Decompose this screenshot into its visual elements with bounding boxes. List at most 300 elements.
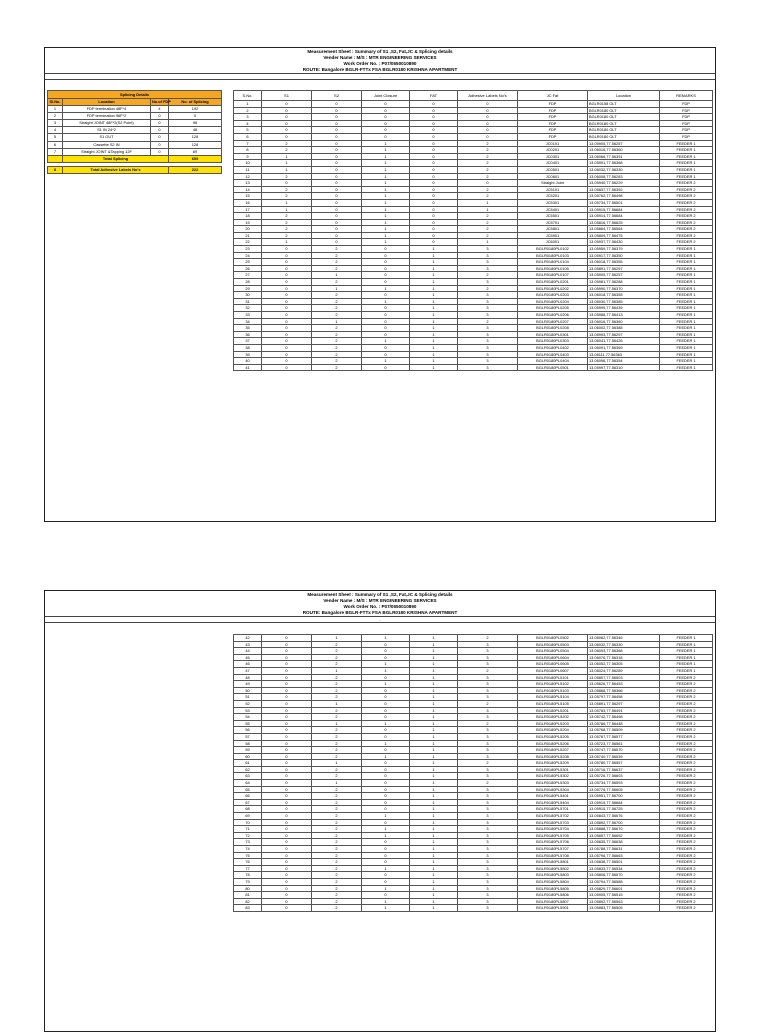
- table-cell: FEEDER 1: [660, 661, 713, 668]
- table-cell: 76: [234, 859, 262, 866]
- table-cell: 0: [262, 127, 312, 134]
- table-cell: FEEDER 2: [660, 226, 713, 233]
- table-cell: 0: [410, 219, 458, 226]
- table-row: [234, 753, 713, 760]
- table-cell: FEEDER 1: [660, 364, 713, 371]
- splicing-column-header: No.of FDP: [152, 99, 171, 104]
- table-cell: JC5901: [518, 232, 588, 239]
- table-cell: 0: [362, 806, 410, 813]
- table-cell: 0: [262, 747, 312, 754]
- table-row: [234, 193, 713, 200]
- measurement-table-continued: [233, 634, 713, 912]
- table-cell: JC5201: [518, 193, 588, 200]
- table-cell: FEEDER 2: [660, 707, 713, 714]
- table-cell: 1: [410, 733, 458, 740]
- table-cell: 3: [458, 878, 518, 885]
- table-cell: FEEDER 2: [660, 239, 713, 246]
- table-cell: BGLR0180PL0208: [518, 325, 588, 332]
- table-cell: 13.06030,77.56385: [588, 298, 660, 305]
- table-cell: 1: [312, 700, 362, 707]
- table-row: [234, 114, 713, 121]
- table-row: [234, 786, 713, 793]
- table-cell: 1: [262, 153, 312, 160]
- table-cell: FEEDER 2: [660, 720, 713, 727]
- table-cell: 0: [262, 733, 312, 740]
- table-cell: BGLR0180PL5706: [518, 839, 588, 846]
- sheet-title: Measurement Sheet : Summary of S1 ,S2, Fat,JC & Splicing details: [307, 49, 453, 54]
- table-cell: 13.06076,77.56318: [588, 654, 660, 661]
- table-cell: 1: [262, 199, 312, 206]
- table-row: [234, 661, 713, 668]
- header-dash: -: [379, 617, 381, 623]
- table-row: [234, 265, 713, 272]
- table-cell: FDP: [660, 120, 713, 127]
- table-row: [234, 325, 713, 332]
- table-cell: FDP: [660, 127, 713, 134]
- table-row: [234, 648, 713, 655]
- table-cell: BGLR0180PL5702: [518, 813, 588, 820]
- table-cell: 79: [234, 878, 262, 885]
- table-cell: 13.06096,77.56354: [588, 358, 660, 365]
- table-cell: 13.06016,77.56360: [588, 318, 660, 325]
- table-cell: 0: [312, 133, 362, 140]
- table-cell: 1: [410, 872, 458, 879]
- table-cell: BGLR0180PL0204: [518, 298, 588, 305]
- table-cell: BGLR0180PL5701: [518, 806, 588, 813]
- table-cell: 1: [410, 720, 458, 727]
- table-cell: 61: [234, 760, 262, 767]
- table-cell: BGLR0180PL0503: [518, 641, 588, 648]
- table-cell: 2: [458, 213, 518, 220]
- table-cell: 2: [234, 107, 262, 114]
- table-cell: 13.05786,77.56448: [588, 720, 660, 727]
- table-cell: BGLR0180PL0604: [518, 654, 588, 661]
- table-cell: 0: [312, 140, 362, 147]
- table-row: [234, 832, 713, 839]
- table-cell: 1: [362, 826, 410, 833]
- table-cell: FEEDER 1: [660, 166, 713, 173]
- splicing-row: [48, 120, 222, 127]
- table-cell: 0: [362, 707, 410, 714]
- splicing-cell: 48: [169, 127, 222, 134]
- table-cell: 0: [312, 226, 362, 233]
- table-cell: 78: [234, 872, 262, 879]
- table-row: [234, 733, 713, 740]
- table-row: [234, 898, 713, 905]
- table-cell: 1: [410, 661, 458, 668]
- table-cell: 3: [458, 892, 518, 899]
- table-row: [234, 892, 713, 899]
- table-cell: 1: [410, 364, 458, 371]
- table-cell: 3: [458, 259, 518, 266]
- table-cell: 13.05734,77.56593: [588, 780, 660, 787]
- table-cell: 0: [312, 153, 362, 160]
- table-cell: 63: [234, 773, 262, 780]
- table-cell: 0: [362, 364, 410, 371]
- table-cell: 1: [410, 852, 458, 859]
- table-cell: 0: [262, 766, 312, 773]
- table-cell: 3: [458, 727, 518, 734]
- table-row: [234, 107, 713, 114]
- splicing-cell: Straight JOINT 48F*2(S2 Point): [63, 120, 151, 127]
- table-cell: 0: [262, 114, 312, 121]
- table-cell: JC5501: [518, 213, 588, 220]
- table-cell: 13.05762,77.56498: [588, 193, 660, 200]
- table-cell: FEEDER 2: [660, 740, 713, 747]
- table-cell: 0: [262, 133, 312, 140]
- table-cell: 0: [262, 305, 312, 312]
- table-cell: 0: [362, 793, 410, 800]
- table-cell: BGLR0180PL5103: [518, 687, 588, 694]
- table-cell: 1: [362, 285, 410, 292]
- table-cell: FEEDER 2: [660, 813, 713, 820]
- table-cell: FEEDER 1: [660, 173, 713, 180]
- table-cell: 0: [262, 641, 312, 648]
- table-cell: 0: [312, 173, 362, 180]
- table-cell: 13.06032,77.56330: [588, 166, 660, 173]
- table-cell: 0: [262, 694, 312, 701]
- table-cell: 0: [262, 252, 312, 259]
- sheet-title: Measurement Sheet : Summary of S1 ,S2, Fat,JC & Splicing details: [307, 592, 453, 597]
- table-cell: BGLR0180PL5704: [518, 826, 588, 833]
- splicing-cell: 192: [169, 105, 222, 112]
- table-cell: BGLR0180PL5703: [518, 819, 588, 826]
- table-cell: 13.05829,77.56601: [588, 885, 660, 892]
- table-cell: 13.05809,77.56475: [588, 232, 660, 239]
- table-cell: FEEDER 1: [660, 667, 713, 674]
- table-cell: 13.06024,77.56289: [588, 667, 660, 674]
- table-cell: 55: [234, 720, 262, 727]
- table-cell: 0: [410, 206, 458, 213]
- table-cell: 1: [362, 232, 410, 239]
- table-cell: 1: [410, 292, 458, 299]
- table-cell: 0: [262, 878, 312, 885]
- splicing-cell: 0: [151, 112, 169, 119]
- table-cell: JC5401: [518, 206, 588, 213]
- table-cell: 37: [234, 338, 262, 345]
- table-cell: 1: [362, 885, 410, 892]
- table-cell: 13.06032,77.56330: [588, 641, 660, 648]
- table-cell: FEEDER 2: [660, 865, 713, 872]
- table-cell: 2: [312, 325, 362, 332]
- table-cell: 13.05883,77.56505: [588, 905, 660, 912]
- table-cell: 0: [458, 101, 518, 108]
- table-cell: 2: [458, 232, 518, 239]
- table-cell: 0: [312, 193, 362, 200]
- table-cell: 13.05892,77.56563: [588, 898, 660, 905]
- table-cell: 0: [362, 687, 410, 694]
- table-cell: BGLR0180PL5206: [518, 740, 588, 747]
- table-cell: 44: [234, 648, 262, 655]
- route-label: ROUTE: Bangalore BGLR-FTTx FSA BGLR0180 KRISHNA APARTMENT: [302, 67, 458, 73]
- splicing-cell: 0: [151, 134, 169, 141]
- table-cell: 0: [362, 101, 410, 108]
- table-cell: JC5101: [518, 186, 588, 193]
- table-row: [234, 272, 713, 279]
- table-cell: 1: [362, 905, 410, 912]
- table-cell: 3: [458, 661, 518, 668]
- table-cell: BGLR0180PL0402: [518, 344, 588, 351]
- table-row: [234, 312, 713, 319]
- table-cell: BGLR0180PL0501: [518, 364, 588, 371]
- table-row: [234, 133, 713, 140]
- table-cell: 1: [362, 147, 410, 154]
- table-cell: 3: [458, 819, 518, 826]
- table-cell: FEEDER 1: [660, 305, 713, 312]
- table-cell: 3: [458, 773, 518, 780]
- table-cell: 0: [410, 239, 458, 246]
- table-cell: JC0201: [518, 147, 588, 154]
- table-cell: FEEDER 2: [660, 806, 713, 813]
- table-cell: BGLR0180PL5804: [518, 878, 588, 885]
- table-cell: FEEDER 2: [660, 747, 713, 754]
- table-cell: FDP: [518, 120, 588, 127]
- table-cell: 0: [262, 832, 312, 839]
- table-cell: 0: [410, 114, 458, 121]
- table-cell: 1: [362, 661, 410, 668]
- table-cell: 1: [410, 687, 458, 694]
- adhesive-row-no: 8: [48, 167, 63, 174]
- table-row: [234, 166, 713, 173]
- table-cell: FEEDER 1: [660, 272, 713, 279]
- table-row: [234, 826, 713, 833]
- table-cell: FEEDER 2: [660, 213, 713, 220]
- table-cell: FEEDER 2: [660, 186, 713, 193]
- table-row: [234, 780, 713, 787]
- column-header: Location: [588, 91, 660, 101]
- table-cell: 0: [312, 186, 362, 193]
- table-cell: 1: [410, 265, 458, 272]
- table-row: [234, 687, 713, 694]
- table-cell: 0: [362, 641, 410, 648]
- table-row: [234, 766, 713, 773]
- table-row: [234, 305, 713, 312]
- table-cell: 13.05959,77.56379: [588, 246, 660, 253]
- table-cell: 1: [312, 760, 362, 767]
- table-cell: FEEDER 2: [660, 681, 713, 688]
- table-cell: 13.05833,77.56534: [588, 865, 660, 872]
- table-cell: BGLR0180PL0107: [518, 272, 588, 279]
- table-cell: 19: [234, 219, 262, 226]
- table-row: [234, 292, 713, 299]
- table-row: [234, 252, 713, 259]
- table-cell: FDP: [660, 101, 713, 108]
- table-cell: 0: [362, 839, 410, 846]
- table-cell: 2: [458, 166, 518, 173]
- table-cell: 46: [234, 661, 262, 668]
- table-cell: FEEDER 2: [660, 826, 713, 833]
- table-cell: 2: [312, 364, 362, 371]
- table-cell: 8: [234, 147, 262, 154]
- table-cell: Straight Joint: [518, 180, 588, 187]
- table-cell: BGLR0180PL0202: [518, 285, 588, 292]
- table-cell: 0: [362, 872, 410, 879]
- table-cell: 14: [234, 186, 262, 193]
- table-cell: 13.05816,77.56625: [588, 219, 660, 226]
- table-cell: 13.05767,77.56577: [588, 733, 660, 740]
- table-cell: 1: [410, 305, 458, 312]
- table-cell: 1: [410, 700, 458, 707]
- table-cell: 17: [234, 206, 262, 213]
- splicing-details-table: [47, 90, 222, 174]
- table-cell: 2: [458, 219, 518, 226]
- table-cell: 2: [312, 727, 362, 734]
- table-cell: 0: [262, 898, 312, 905]
- table-cell: 3: [458, 687, 518, 694]
- table-cell: 13.05723,77.56561: [588, 740, 660, 747]
- table-cell: JC5301: [518, 199, 588, 206]
- table-cell: 2: [312, 654, 362, 661]
- route-label: ROUTE: Bangalore BGLR-FTTx FSA BGLR0180 KRISHNA APARTMENT: [302, 610, 458, 616]
- table-row: [234, 740, 713, 747]
- table-cell: 1: [312, 635, 362, 642]
- table-cell: FEEDER 1: [660, 265, 713, 272]
- table-cell: 0: [312, 160, 362, 167]
- table-cell: BGLR0180PL5207: [518, 747, 588, 754]
- table-cell: 29: [234, 285, 262, 292]
- table-cell: 0: [410, 213, 458, 220]
- table-row: [234, 694, 713, 701]
- table-cell: 1: [362, 298, 410, 305]
- table-cell: 4: [234, 120, 262, 127]
- table-cell: 0: [410, 173, 458, 180]
- table-row: [234, 239, 713, 246]
- table-cell: 13.06066,77.56391: [588, 153, 660, 160]
- table-cell: 71: [234, 826, 262, 833]
- table-cell: 0: [410, 160, 458, 167]
- measurement-sheet-page-1: [44, 47, 716, 522]
- table-cell: 0: [262, 120, 312, 127]
- table-cell: 0: [312, 120, 362, 127]
- table-cell: 13.05843,77.56676: [588, 813, 660, 820]
- table-cell: 0: [262, 793, 312, 800]
- table-cell: 34: [234, 318, 262, 325]
- table-cell: 1: [362, 140, 410, 147]
- table-cell: BGLR0180PL5302: [518, 773, 588, 780]
- table-cell: 1: [410, 298, 458, 305]
- table-cell: 2: [312, 813, 362, 820]
- table-cell: 0: [262, 667, 312, 674]
- table-cell: BGLR0180PL5105: [518, 700, 588, 707]
- table-cell: 0: [262, 344, 312, 351]
- table-cell: 2: [458, 667, 518, 674]
- table-cell: FEEDER 2: [660, 872, 713, 879]
- table-cell: 0: [362, 773, 410, 780]
- table-cell: BGLR0180PL0404: [518, 358, 588, 365]
- table-cell: 73: [234, 839, 262, 846]
- table-cell: 3: [458, 325, 518, 332]
- table-cell: 3: [458, 747, 518, 754]
- table-cell: 1: [410, 351, 458, 358]
- table-cell: 0: [262, 325, 312, 332]
- table-cell: 13.06018,77.56355: [588, 292, 660, 299]
- table-cell: 13.06018,77.56355: [588, 259, 660, 266]
- table-row: [234, 259, 713, 266]
- splicing-details-title: Splicing Details: [48, 91, 222, 99]
- splicing-cell: 69: [169, 148, 222, 155]
- table-cell: 2: [458, 147, 518, 154]
- table-cell: 2: [312, 846, 362, 853]
- column-header: JC Fat: [518, 91, 588, 101]
- table-cell: 1: [362, 226, 410, 233]
- table-row: [234, 707, 713, 714]
- table-row: [234, 279, 713, 286]
- table-cell: 2: [312, 312, 362, 319]
- table-cell: 0: [362, 700, 410, 707]
- table-cell: 13.05837,77.56392: [588, 186, 660, 193]
- table-cell: 1: [410, 766, 458, 773]
- table-cell: 1: [362, 635, 410, 642]
- table-cell: 1: [410, 344, 458, 351]
- table-cell: 1: [410, 325, 458, 332]
- table-cell: 3: [458, 865, 518, 872]
- splicing-cell: 1: [48, 105, 63, 112]
- table-cell: 1: [362, 239, 410, 246]
- table-row: [234, 714, 713, 721]
- table-row: [234, 727, 713, 734]
- table-cell: JC5801: [518, 226, 588, 233]
- table-row: [234, 819, 713, 826]
- table-cell: FEEDER 2: [660, 799, 713, 806]
- table-cell: 0: [262, 846, 312, 853]
- table-cell: 1: [362, 832, 410, 839]
- table-cell: 13.05794,77.56588: [588, 878, 660, 885]
- table-cell: 70: [234, 819, 262, 826]
- table-row: [234, 813, 713, 820]
- table-cell: 2: [458, 153, 518, 160]
- table-cell: JC0401: [518, 160, 588, 167]
- table-cell: 3: [458, 846, 518, 853]
- table-cell: 0: [362, 747, 410, 754]
- table-cell: 13.05917,77.56350: [588, 252, 660, 259]
- table-cell: 0: [262, 259, 312, 266]
- table-cell: 1: [410, 859, 458, 866]
- table-cell: 83: [234, 905, 262, 912]
- table-cell: 2: [312, 733, 362, 740]
- table-cell: BGLR0180PL5209: [518, 760, 588, 767]
- table-cell: 2: [458, 140, 518, 147]
- table-cell: 1: [410, 279, 458, 286]
- table-cell: FEEDER 2: [660, 852, 713, 859]
- table-cell: 0: [362, 727, 410, 734]
- table-cell: 0: [262, 852, 312, 859]
- table-cell: BGLR0180PL5801: [518, 859, 588, 866]
- table-cell: 1: [410, 793, 458, 800]
- table-cell: 2: [312, 292, 362, 299]
- table-cell: FDP: [660, 114, 713, 121]
- table-cell: 27: [234, 272, 262, 279]
- table-row: [234, 338, 713, 345]
- table-cell: 2: [458, 780, 518, 787]
- table-cell: 13.05835,77.56638: [588, 839, 660, 846]
- table-cell: 1: [362, 865, 410, 872]
- table-cell: 0: [262, 720, 312, 727]
- table-cell: 0: [262, 727, 312, 734]
- table-cell: 0: [262, 681, 312, 688]
- table-cell: 0: [262, 700, 312, 707]
- table-cell: 0: [410, 199, 458, 206]
- table-cell: 13.05807,77.56503: [588, 674, 660, 681]
- table-cell: 1: [362, 753, 410, 760]
- table-cell: 0: [312, 101, 362, 108]
- table-cell: 2: [458, 272, 518, 279]
- table-cell: BGLR0180PL0303: [518, 338, 588, 345]
- table-cell: 22: [234, 239, 262, 246]
- table-row: [234, 213, 713, 220]
- table-cell: 1: [410, 753, 458, 760]
- table-row: [234, 799, 713, 806]
- table-cell: FEEDER 2: [660, 786, 713, 793]
